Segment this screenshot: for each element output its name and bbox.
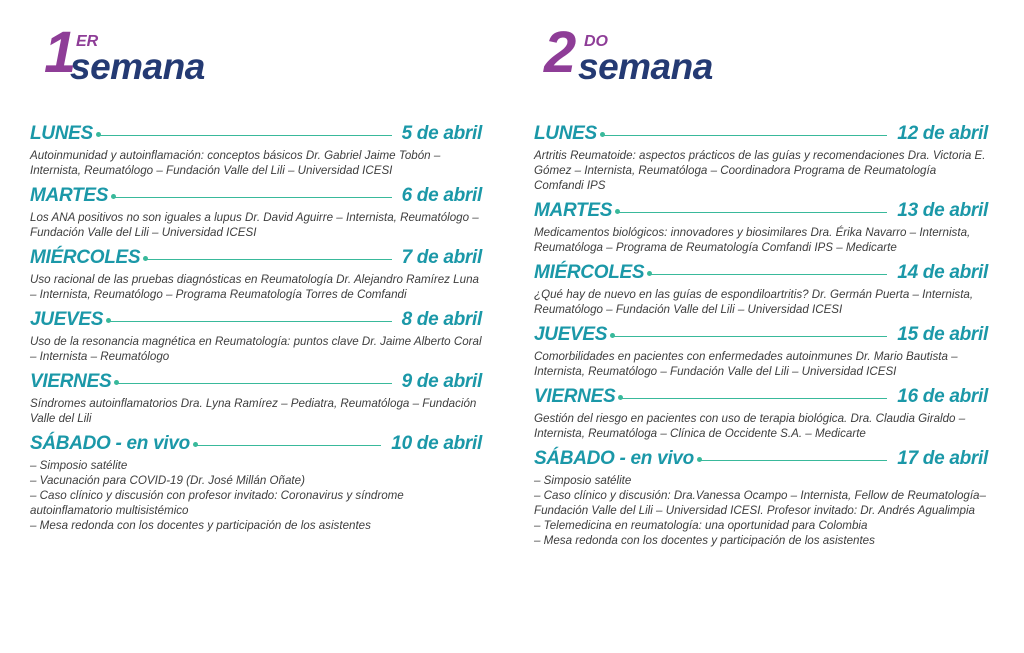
day-divider-line bbox=[146, 259, 391, 260]
list-item: – Mesa redonda con los docentes y participación de los asistentes bbox=[30, 518, 482, 533]
day-date: 8 de abril bbox=[401, 309, 482, 330]
day-divider-line bbox=[621, 398, 887, 399]
session-description: Síndromes autoinflamatorios Dra. Lyna Ramírez – Pediatra, Reumatóloga – Fundación Valle del Lili bbox=[30, 397, 477, 425]
day-name: SÁBADO - en vivo bbox=[534, 448, 694, 469]
week-1-day-friday bbox=[30, 370, 482, 426]
week-2-number: 2 bbox=[544, 20, 576, 85]
day-date: 7 de abril bbox=[401, 247, 482, 268]
day-date: 13 de abril bbox=[897, 200, 988, 221]
week-2-column bbox=[534, 0, 988, 554]
session-bullet-list bbox=[534, 473, 988, 548]
list-item: – Vacunación para COVID-19 (Dr. José Millán Oñate) bbox=[30, 473, 482, 488]
week-2-heading bbox=[534, 0, 988, 122]
week-1-day-tuesday bbox=[30, 184, 482, 240]
week-2-day-wednesday bbox=[534, 261, 988, 317]
week-1-day-wednesday bbox=[30, 246, 482, 302]
day-divider-line bbox=[618, 212, 887, 213]
day-divider-line bbox=[613, 336, 887, 337]
session-description: Uso racional de las pruebas diagnósticas en Reumatología Dr. Alejandro Ramírez Luna – Internista, Reumatólogo – Programa Reumatología Torres de Comfandi bbox=[30, 273, 479, 301]
week-2-day-friday bbox=[534, 385, 988, 441]
session-description: ¿Qué hay de nuevo en las guías de espondiloartritis? Dr. Germán Puerta – Internista, Reumatólogo – Fundación Valle del Lili – Universidad ICESI bbox=[534, 288, 974, 316]
session-description: Comorbilidades en pacientes con enfermedades autoinmunes Dr. Mario Bautista – Internista, Reumatólogo – Fundación Valle del Lili – Universidad ICESI bbox=[534, 350, 958, 378]
session-description: Uso de la resonancia magnética en Reumatología: puntos clave Dr. Jaime Alberto Coral – Internista – Reumatólogo bbox=[30, 335, 482, 363]
day-divider-line bbox=[117, 383, 391, 384]
day-divider-line bbox=[109, 321, 391, 322]
list-item: – Simposio satélite bbox=[30, 458, 482, 473]
session-description: Los ANA positivos no son iguales a lupus Dr. David Aguirre – Internista, Reumatólogo – Fundación Valle del Lili – Universidad ICESI bbox=[30, 211, 479, 239]
session-bullet-list bbox=[30, 458, 482, 533]
day-name: LUNES bbox=[534, 123, 597, 144]
day-divider-line bbox=[114, 197, 391, 198]
list-item: – Caso clínico y discusión con profesor invitado: Coronavirus y síndrome autoinflamatorio multisistémico bbox=[30, 488, 482, 518]
session-description: Medicamentos biológicos: innovadores y biosimilares Dra. Érika Navarro – Internista, Reumatóloga – Programa de Reumatología Comfandi IPS – Medicarte bbox=[534, 226, 971, 254]
day-date: 9 de abril bbox=[401, 371, 482, 392]
list-item: – Telemedicina en reumatología: una oportunidad para Colombia bbox=[534, 518, 988, 533]
session-description: Autoinmunidad y autoinflamación: conceptos básicos Dr. Gabriel Jaime Tobón – Internista, Reumatólogo – Fundación Valle del Lili – Universidad ICESI bbox=[30, 149, 441, 177]
day-name: VIERNES bbox=[30, 371, 112, 392]
day-name: MARTES bbox=[534, 200, 613, 221]
week-1-day-thursday bbox=[30, 308, 482, 364]
day-date: 14 de abril bbox=[897, 262, 988, 283]
day-divider-line bbox=[700, 460, 887, 461]
day-date: 6 de abril bbox=[401, 185, 482, 206]
week-2-day-monday bbox=[534, 122, 988, 193]
week-1-number: 1 bbox=[44, 20, 76, 85]
day-divider-line bbox=[196, 445, 381, 446]
day-name: JUEVES bbox=[30, 309, 104, 330]
day-date: 15 de abril bbox=[897, 324, 988, 345]
session-description: Artritis Reumatoide: aspectos prácticos de las guías y recomendaciones Dra. Victoria E. Gómez – Internista, Reumatóloga – Coordinadora Programa de Reumatología Comfandi IPS bbox=[534, 149, 986, 192]
week-2-suffix: DO bbox=[584, 33, 608, 50]
day-date: 10 de abril bbox=[391, 433, 482, 454]
week-2-day-saturday bbox=[534, 447, 988, 548]
day-divider-line bbox=[603, 135, 887, 136]
session-description: Gestión del riesgo en pacientes con uso de terapia biológica. Dra. Claudia Giraldo – Internista, Reumatóloga – Clínica de Occidente S.A. – Medicarte bbox=[534, 412, 966, 440]
day-name: VIERNES bbox=[534, 386, 616, 407]
week-2-word: semana bbox=[578, 46, 713, 87]
list-item: – Caso clínico y discusión: Dra.Vanessa Ocampo – Internista, Fellow de Reumatología– Fundación Valle del Lili – Universidad ICESI. Profesor invitado: Dr. Andrés Agualimpia bbox=[534, 488, 988, 518]
day-date: 17 de abril bbox=[897, 448, 988, 469]
list-item: – Simposio satélite bbox=[534, 473, 988, 488]
day-name: MIÉRCOLES bbox=[30, 247, 141, 268]
list-item: – Mesa redonda con los docentes y participación de los asistentes bbox=[534, 533, 988, 548]
day-divider-line bbox=[650, 274, 887, 275]
week-2-day-thursday bbox=[534, 323, 988, 379]
day-name: JUEVES bbox=[534, 324, 608, 345]
day-date: 12 de abril bbox=[897, 123, 988, 144]
week-1-heading bbox=[30, 0, 482, 122]
day-name: SÁBADO - en vivo bbox=[30, 433, 190, 454]
day-name: MIÉRCOLES bbox=[534, 262, 645, 283]
day-date: 16 de abril bbox=[897, 386, 988, 407]
week-2-day-tuesday bbox=[534, 199, 988, 255]
week-1-word: semana bbox=[70, 46, 205, 87]
week-1-suffix: ER bbox=[76, 33, 99, 50]
day-name: LUNES bbox=[30, 123, 93, 144]
week-1-day-monday bbox=[30, 122, 482, 178]
week-1-column bbox=[30, 0, 482, 539]
day-divider-line bbox=[99, 135, 392, 136]
day-name: MARTES bbox=[30, 185, 109, 206]
week-1-day-saturday bbox=[30, 432, 482, 533]
day-date: 5 de abril bbox=[401, 123, 482, 144]
